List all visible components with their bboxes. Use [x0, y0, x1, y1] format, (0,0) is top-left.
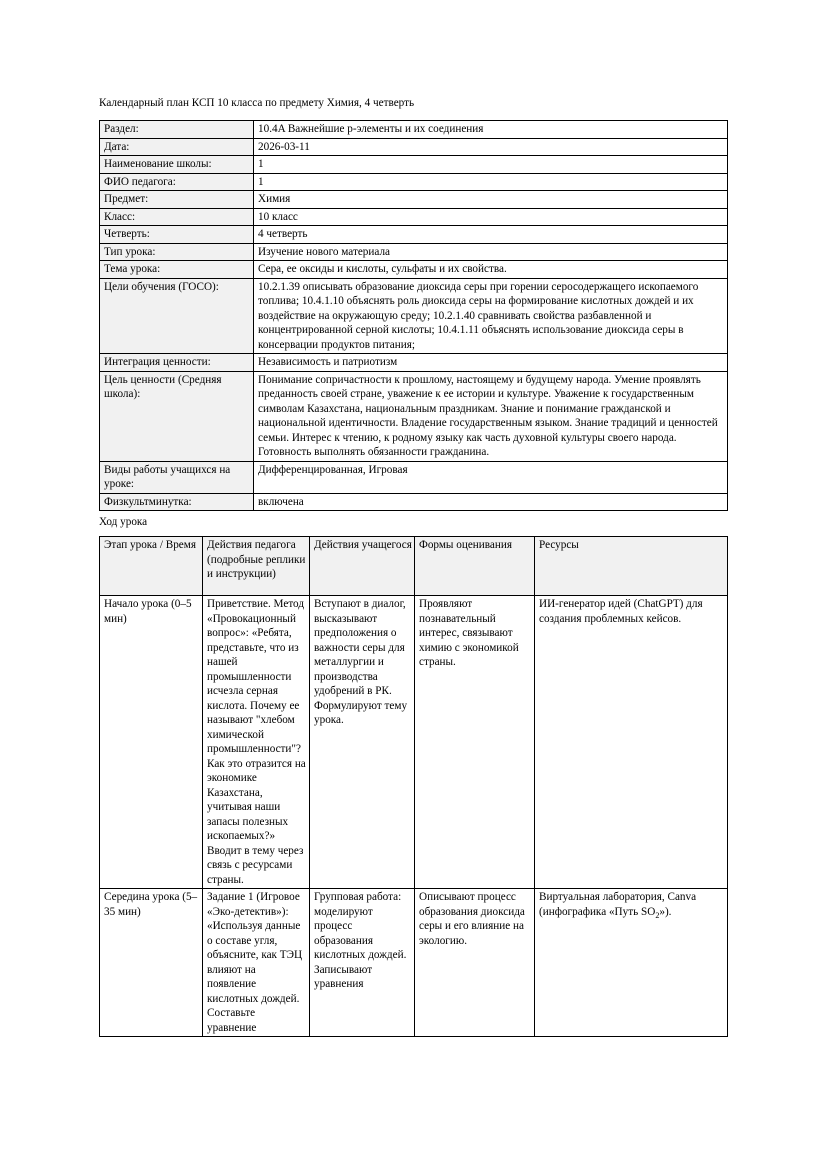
lesson-flow-heading: Ход урока	[99, 516, 148, 528]
column-header-resources: Ресурсы	[535, 537, 728, 596]
info-key: Тип урока:	[100, 243, 254, 261]
cell-assessment: Проявляют познавательный интерес, связывают химию с экономикой страны.	[415, 596, 535, 889]
table-header-row	[100, 537, 728, 596]
info-key: Дата:	[100, 138, 254, 156]
info-key: Четверть:	[100, 226, 254, 244]
cell-resources: ИИ-генератор идей (ChatGPT) для создания проблемных кейсов.	[535, 596, 728, 889]
info-key: Физкультминутка:	[100, 493, 254, 511]
info-value: Понимание сопричастности к прошлому, настоящему и будущему народа. Умение проявлять преданность своей стране, уважение к ее истории и культуре. Уважение к государственным символам Казахстана, национальным праздникам. Знание и понимание гражданской и национальной идентичности. Владение государственным языком. Знание традиций и ценностей семьи. Интерес к чтению, к родному языку как часть духовной культуры своего народа. Готовность выполнять обязанности гражданина.	[254, 371, 728, 461]
info-key: Интеграция ценности:	[100, 354, 254, 372]
cell-student-actions: Вступают в диалог, высказывают предположения о важности серы для металлургии и производства удобрений в РК. Формулируют тему урока.	[310, 596, 415, 889]
info-key: Наименование школы:	[100, 156, 254, 174]
info-key: Раздел:	[100, 121, 254, 139]
table-row	[100, 371, 728, 461]
column-header-teacher-actions: Действия педагога (подробные реплики и инструкции)	[203, 537, 310, 596]
info-key: ФИО педагога:	[100, 173, 254, 191]
cell-stage: Начало урока (0–5 мин)	[100, 596, 203, 889]
info-value: Сера, ее оксиды и кислоты, сульфаты и их свойства.	[254, 261, 728, 279]
table-row	[100, 354, 728, 372]
table-row	[100, 278, 728, 354]
info-key: Класс:	[100, 208, 254, 226]
info-value: 1	[254, 156, 728, 174]
column-header-student-actions: Действия учащегося	[310, 537, 415, 596]
table-row	[100, 261, 728, 279]
info-value: Независимость и патриотизм	[254, 354, 728, 372]
document-content	[99, 96, 727, 1037]
info-value: 4 четверть	[254, 226, 728, 244]
info-value: Изучение нового материала	[254, 243, 728, 261]
table-row	[100, 493, 728, 511]
info-key: Виды работы учащихся на уроке:	[100, 461, 254, 493]
table-row	[100, 889, 728, 1037]
page-title: Календарный план КСП 10 класса по предмету Химия, 4 четверть	[99, 97, 415, 109]
table-row	[100, 173, 728, 191]
table-row	[100, 243, 728, 261]
lesson-info-table	[99, 120, 728, 511]
table-row	[100, 156, 728, 174]
info-value: 10 класс	[254, 208, 728, 226]
lesson-flow-table	[99, 536, 728, 1037]
cell-teacher-actions: Приветствие. Метод «Провокационный вопрос»: «Ребята, представьте, что из нашей промышленности исчезла серная кислота. Почему ее называют "хлебом химической промышленности"? Как это отразится на экономике Казахстана, учитывая наши запасы полезных ископаемых?» Вводит в тему через связь с ресурсами страны.	[203, 596, 310, 889]
table-row	[100, 461, 728, 493]
subscript-two: 2	[655, 910, 660, 920]
resources-text-prefix: Виртуальная лаборатория, Canva (инфографика «Путь SO	[539, 891, 697, 918]
info-key: Цель ценности (Средняя школа):	[100, 371, 254, 461]
info-key: Предмет:	[100, 191, 254, 209]
cell-student-actions: Групповая работа: моделируют процесс образования кислотных дождей. Записывают уравнения	[310, 889, 415, 1037]
table-row	[100, 208, 728, 226]
info-key: Тема урока:	[100, 261, 254, 279]
info-value: Дифференцированная, Игровая	[254, 461, 728, 493]
table-row	[100, 226, 728, 244]
cell-teacher-actions: Задание 1 (Игровое «Эко-детектив»): «Используя данные о составе угля, объясните, как ТЭЦ влияют на появление кислотных дождей. Составьте уравнение	[203, 889, 310, 1037]
info-key: Цели обучения (ГОСО):	[100, 278, 254, 354]
info-value: Химия	[254, 191, 728, 209]
column-header-stage: Этап урока / Время	[100, 537, 203, 596]
table-row	[100, 596, 728, 889]
column-header-assessment: Формы оценивания	[415, 537, 535, 596]
cell-resources	[535, 889, 728, 1037]
cell-stage: Середина урока (5–35 мин)	[100, 889, 203, 1037]
info-value: 2026-03-11	[254, 138, 728, 156]
info-value: 10.4A Важнейшие p-элементы и их соединения	[254, 121, 728, 139]
info-value: 10.2.1.39 описывать образование диоксида серы при горении серосодержащего ископаемого топлива; 10.4.1.10 объяснять роль диоксида серы на формирование кислотных дождей и их воздействие на окружающую среду; 10.2.1.40 сравнивать свойства разбавленной и концентрированной серной кислоты; 10.4.1.11 объяснять использование диоксида серы в консервации продуктов питания;	[254, 278, 728, 354]
resources-text-suffix: »).	[659, 905, 672, 918]
info-value: включена	[254, 493, 728, 511]
table-row	[100, 138, 728, 156]
cell-assessment: Описывают процесс образования диоксида серы и его влияние на экологию.	[415, 889, 535, 1037]
info-value: 1	[254, 173, 728, 191]
table-row	[100, 191, 728, 209]
table-row	[100, 121, 728, 139]
